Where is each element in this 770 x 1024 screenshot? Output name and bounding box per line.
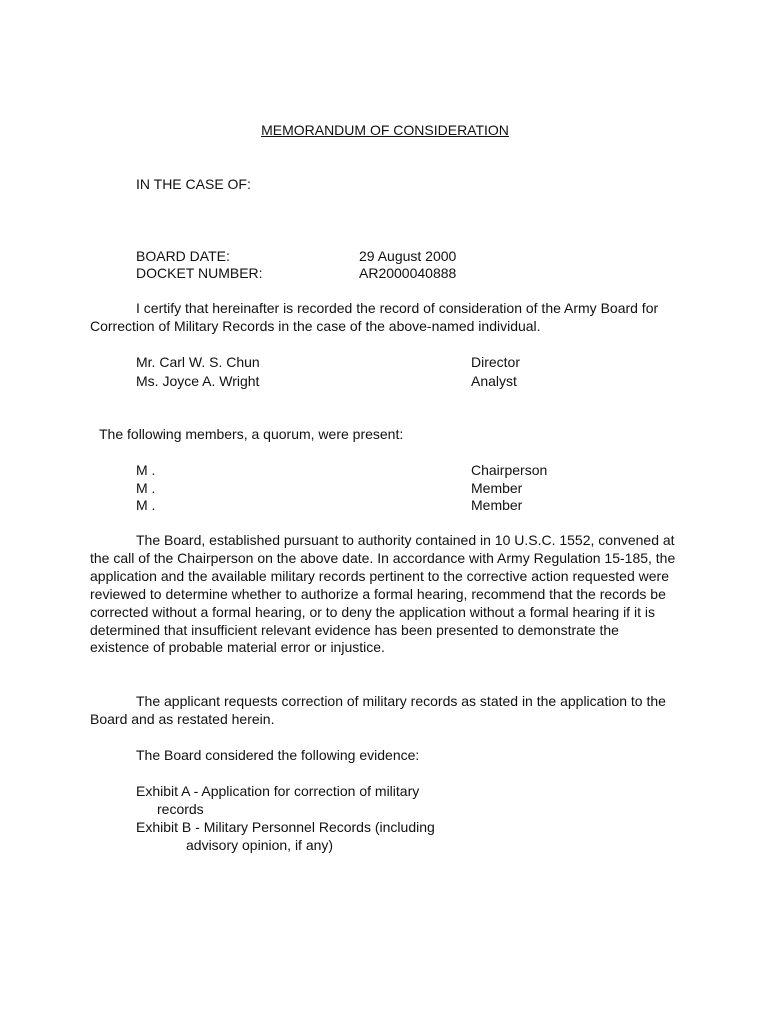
- exhibit-b-line: Exhibit B - Military Personnel Records (including: [136, 819, 435, 835]
- evidence-intro: The Board considered the following evidence:: [136, 747, 420, 763]
- exhibit-b-line: advisory opinion, if any): [186, 837, 334, 853]
- staff-name: Ms. Joyce A. Wright: [136, 373, 260, 389]
- memo-title: MEMORANDUM OF CONSIDERATION: [261, 122, 509, 138]
- staff-role: Analyst: [471, 373, 517, 389]
- exhibit-a-line: Exhibit A - Application for correction of military: [136, 783, 420, 799]
- applicant-request-paragraph: The applicant requests correction of military records as stated in the application to the Board and as restated herein.: [90, 693, 666, 727]
- exhibit-b: [136, 818, 435, 854]
- exhibit-a-line: records: [157, 801, 204, 817]
- certify-paragraph: I certify that hereinafter is recorded the record of consideration of the Army Board for Correction of Military Records in the case of the above-named individual.: [90, 300, 659, 334]
- docket-number-value: AR2000040888: [359, 265, 457, 281]
- member-name: M .: [136, 497, 156, 513]
- member-role: Chairperson: [471, 462, 548, 478]
- member-role: Member: [471, 480, 523, 496]
- board-authority-paragraph: The Board, established pursuant to authority contained in 10 U.S.C. 1552, convened at the call of the Chairperson on the above date. In accordance with Army Regulation 15-185, the application and the available military records pertinent to the corrective action requested were reviewed to determine whether to authorize a formal hearing, recommend that the records be corrected without a formal hearing, or to deny the application without a formal hearing if it is determined that insufficient relevant evidence has been presented to demonstrate the existence of probable material error or injustice.: [90, 532, 676, 656]
- case-label: IN THE CASE OF:: [136, 176, 251, 192]
- board-date-label: BOARD DATE:: [136, 248, 230, 264]
- member-name: M .: [136, 462, 156, 478]
- quorum-line: The following members, a quorum, were present:: [99, 426, 404, 442]
- board-date-value: 29 August 2000: [359, 248, 457, 264]
- exhibit-a: [136, 782, 419, 818]
- member-role: Member: [471, 497, 523, 513]
- staff-role: Director: [471, 354, 521, 370]
- member-name: M .: [136, 480, 156, 496]
- docket-number-label: DOCKET NUMBER:: [136, 265, 263, 281]
- staff-name: Mr. Carl W. S. Chun: [136, 354, 260, 370]
